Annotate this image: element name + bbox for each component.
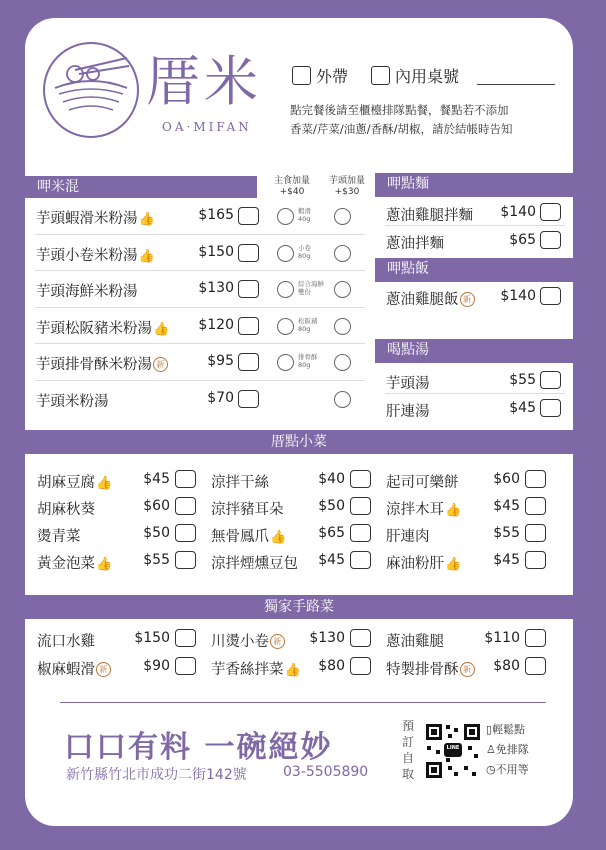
item-price: $45 bbox=[493, 498, 520, 514]
extra-main-option[interactable] bbox=[277, 354, 294, 371]
order-checkbox[interactable] bbox=[350, 551, 371, 569]
section-header-mifen: 呷米混 bbox=[25, 176, 257, 199]
footer-divider bbox=[60, 702, 546, 703]
item-name-text: 芋頭松阪豬米粉湯 bbox=[36, 320, 152, 337]
item-name-text: 黃金泡菜 bbox=[37, 556, 95, 572]
item-price: $110 bbox=[484, 630, 520, 646]
item-name-text: 肝連肉 bbox=[386, 529, 430, 545]
item-name-text: 胡麻豆腐 bbox=[37, 475, 95, 491]
item-price: $50 bbox=[318, 498, 345, 514]
extra-portion-note bbox=[298, 353, 318, 369]
takeout-checkbox[interactable] bbox=[292, 66, 311, 85]
order-checkbox[interactable] bbox=[540, 203, 561, 221]
order-checkbox[interactable] bbox=[175, 497, 196, 515]
order-checkbox[interactable] bbox=[525, 551, 546, 569]
line-logo-text: LINE bbox=[446, 745, 460, 751]
menu-item-mifen bbox=[36, 280, 138, 301]
slogan: 口口有料 一碗絕妙 bbox=[64, 730, 333, 765]
brand-subtitle: OA·MIFAN bbox=[162, 120, 252, 134]
extra-portion-note bbox=[298, 317, 318, 333]
line-qr-code[interactable] bbox=[424, 722, 482, 780]
menu-item-sides bbox=[211, 552, 298, 573]
menu-item-rice bbox=[386, 288, 475, 309]
item-price: $40 bbox=[318, 471, 345, 487]
section-header-rice: 呷點飯 bbox=[375, 258, 573, 282]
menu-item-sides bbox=[37, 471, 112, 492]
menu-item-signature bbox=[37, 630, 95, 651]
item-name-text: 芋頭湯 bbox=[386, 376, 430, 392]
order-checkbox[interactable] bbox=[540, 231, 561, 249]
item-price: $80 bbox=[318, 658, 345, 674]
menu-row-divider bbox=[35, 380, 365, 381]
order-checkbox[interactable] bbox=[525, 497, 546, 515]
note-line: 40g bbox=[298, 215, 311, 223]
item-name-text: 芋頭小卷米粉湯 bbox=[36, 247, 138, 264]
extra-main-option[interactable] bbox=[277, 281, 294, 298]
extra-portion-note bbox=[298, 280, 324, 296]
menu-item-sides bbox=[211, 471, 269, 492]
menu-item-signature bbox=[386, 630, 444, 651]
order-checkbox[interactable] bbox=[175, 524, 196, 542]
item-price: $150 bbox=[198, 243, 234, 260]
item-name-text: 蔥油雞腿飯 bbox=[386, 292, 459, 308]
item-name-text: 涼拌豬耳朵 bbox=[211, 502, 284, 518]
note-line: 80g bbox=[298, 361, 311, 369]
order-checkbox[interactable] bbox=[175, 629, 196, 647]
menu-item-sides bbox=[37, 525, 81, 546]
item-name-text: 胡麻秋葵 bbox=[37, 502, 95, 518]
item-name-text: 燙青菜 bbox=[37, 529, 81, 545]
item-name-text: 麻油粉肝 bbox=[386, 556, 444, 572]
order-checkbox[interactable] bbox=[350, 497, 371, 515]
menu-row-divider bbox=[35, 307, 365, 308]
item-name-text: 起司可樂餅 bbox=[386, 475, 459, 491]
menu-item-soup bbox=[386, 372, 430, 393]
order-checkbox[interactable] bbox=[350, 470, 371, 488]
menu-row-divider bbox=[385, 225, 565, 226]
notice-line-2: 香菜/芹菜/油蔥/香酥/胡椒，請於結帳時告知 bbox=[290, 122, 513, 136]
item-name-text: 無骨鳳爪 bbox=[211, 529, 269, 545]
extra-taro-option[interactable] bbox=[334, 281, 351, 298]
order-checkbox[interactable] bbox=[238, 207, 259, 225]
item-name-text: 芋頭蝦滑米粉湯 bbox=[36, 211, 138, 227]
thumbs-up-icon: 👍 bbox=[138, 248, 155, 264]
menu-item-mifen bbox=[36, 390, 109, 411]
extra-main-option[interactable] bbox=[277, 208, 294, 225]
item-name-text: 椒麻蝦滑 bbox=[37, 662, 95, 678]
order-checkbox[interactable] bbox=[525, 470, 546, 488]
item-name-text: 蔥油雞腿拌麵 bbox=[386, 208, 473, 224]
item-price: $55 bbox=[143, 552, 170, 568]
menu-item-sides bbox=[386, 525, 430, 546]
thumbs-up-icon: 👍 bbox=[445, 503, 462, 518]
clock-icon: ◷ bbox=[486, 763, 496, 776]
extra-portion-note bbox=[298, 244, 311, 260]
order-checkbox[interactable] bbox=[350, 524, 371, 542]
item-price: $70 bbox=[207, 389, 234, 406]
order-checkbox[interactable] bbox=[540, 371, 561, 389]
item-price: $130 bbox=[309, 630, 345, 646]
item-price: $60 bbox=[493, 471, 520, 487]
extra-main-option[interactable] bbox=[277, 318, 294, 335]
order-checkbox[interactable] bbox=[238, 244, 259, 262]
item-name-text: 特製排骨酥 bbox=[386, 662, 459, 678]
menu-item-mifen bbox=[36, 207, 155, 228]
order-checkbox[interactable] bbox=[238, 390, 259, 408]
dine-in-checkbox[interactable] bbox=[371, 66, 390, 85]
item-price: $65 bbox=[318, 525, 345, 541]
item-price: $95 bbox=[207, 353, 234, 369]
menu-row-divider bbox=[35, 270, 365, 271]
item-name-text: 流口水雞 bbox=[37, 634, 95, 650]
person-icon: ♙ bbox=[486, 743, 496, 756]
item-price: $60 bbox=[143, 498, 170, 514]
extra-taro-option[interactable] bbox=[334, 245, 351, 262]
extra-taro-header: 芋頭加量 +$30 bbox=[328, 176, 365, 197]
item-price: $150 bbox=[134, 630, 170, 646]
takeout-label: 外帶 bbox=[316, 67, 349, 86]
item-price: $45 bbox=[318, 552, 345, 568]
note-line: 綜合海鮮 bbox=[298, 280, 324, 288]
new-badge-icon: 新 bbox=[153, 357, 168, 372]
item-price: $120 bbox=[198, 316, 234, 333]
item-price: $65 bbox=[509, 232, 536, 248]
item-price: $90 bbox=[143, 658, 170, 674]
new-badge-icon: 新 bbox=[460, 662, 475, 677]
item-price: $80 bbox=[493, 658, 520, 674]
order-checkbox[interactable] bbox=[540, 399, 561, 417]
item-price: $50 bbox=[143, 525, 170, 541]
menu-item-sides bbox=[211, 525, 286, 546]
thumbs-up-icon: 👍 bbox=[284, 663, 301, 678]
item-price: $130 bbox=[198, 280, 234, 296]
menu-item-soup bbox=[386, 400, 430, 421]
item-price: $45 bbox=[509, 400, 536, 416]
item-price: $165 bbox=[198, 207, 234, 223]
order-checkbox[interactable] bbox=[238, 353, 259, 371]
extra-main-option[interactable] bbox=[277, 245, 294, 262]
menu-row-divider bbox=[35, 234, 365, 235]
item-price: $140 bbox=[500, 204, 536, 220]
phone-icon: ▯ bbox=[486, 723, 493, 736]
thumbs-up-icon: 👍 bbox=[96, 557, 113, 572]
extra-taro-option[interactable] bbox=[334, 318, 351, 335]
brand-name: 厝米 bbox=[146, 50, 262, 113]
extra-taro-option[interactable] bbox=[334, 391, 351, 408]
new-badge-icon: 新 bbox=[460, 292, 475, 307]
phone-number: 03-5505890 bbox=[283, 764, 369, 780]
extra-taro-option[interactable] bbox=[334, 354, 351, 371]
menu-item-signature bbox=[211, 630, 285, 651]
extra-portion-note bbox=[298, 207, 311, 223]
menu-item-mifen bbox=[36, 353, 168, 374]
item-name-text: 芋頭排骨酥米粉湯 bbox=[36, 357, 152, 373]
menu-item-signature bbox=[37, 658, 111, 679]
item-name-text: 肝連湯 bbox=[386, 404, 430, 420]
item-name-text: 芋頭海鮮米粉湯 bbox=[36, 284, 138, 300]
order-checkbox[interactable] bbox=[525, 657, 546, 675]
menu-item-sides bbox=[211, 498, 284, 519]
service-item-3: ◷不用等 bbox=[486, 763, 529, 776]
menu-item-noodle bbox=[386, 232, 444, 253]
menu-item-mifen bbox=[36, 317, 169, 338]
dine-in-label: 內用桌號 bbox=[395, 67, 460, 86]
item-name-text: 蔥油雞腿 bbox=[386, 634, 444, 650]
notice-line-1: 點完餐後請至櫃檯排隊點餐，餐點若不添加 bbox=[290, 103, 509, 117]
thumbs-up-icon: 👍 bbox=[445, 557, 462, 572]
menu-row-divider bbox=[35, 343, 365, 344]
order-checkbox[interactable] bbox=[238, 317, 259, 335]
menu-item-sides bbox=[37, 552, 112, 573]
item-price: $140 bbox=[500, 288, 536, 304]
item-name-text: 涼拌干絲 bbox=[211, 475, 269, 491]
logo-bowl-icon bbox=[43, 42, 139, 138]
service-item-1: ▯輕鬆點 bbox=[486, 723, 526, 736]
extra-main-header: 主食加量 +$40 bbox=[273, 176, 310, 197]
thumbs-up-icon: 👍 bbox=[153, 321, 170, 337]
menu-item-sides bbox=[386, 498, 461, 519]
note-line: 小卷 bbox=[298, 243, 311, 252]
item-price: $55 bbox=[493, 525, 520, 541]
section-header-noodle: 呷點麵 bbox=[375, 173, 573, 197]
thumbs-up-icon: 👍 bbox=[96, 476, 113, 491]
note-line: 松阪豬 bbox=[298, 316, 318, 325]
new-badge-icon: 新 bbox=[270, 634, 285, 649]
extra-taro-option[interactable] bbox=[334, 208, 351, 225]
item-price: $45 bbox=[493, 552, 520, 568]
item-name-text: 川燙小卷 bbox=[211, 634, 269, 650]
order-checkbox[interactable] bbox=[175, 657, 196, 675]
menu-item-sides bbox=[386, 471, 459, 492]
menu-row-divider bbox=[385, 393, 565, 394]
section-header-soup: 喝點湯 bbox=[375, 339, 573, 363]
table-number-field[interactable] bbox=[477, 84, 555, 85]
item-name-text: 涼拌煙燻豆包 bbox=[211, 556, 298, 572]
thumbs-up-icon: 👍 bbox=[138, 212, 155, 227]
menu-item-sides bbox=[37, 498, 95, 519]
service-item-2: ♙免排隊 bbox=[486, 743, 529, 756]
note-line: 80g bbox=[298, 251, 311, 260]
order-checkbox[interactable] bbox=[175, 551, 196, 569]
item-name-text: 蔥油拌麵 bbox=[386, 236, 444, 252]
address: 新竹縣竹北市成功二街142號 bbox=[66, 767, 247, 783]
order-checkbox[interactable] bbox=[350, 629, 371, 647]
menu-item-sides bbox=[386, 552, 461, 573]
preorder-label: 預訂自取 bbox=[401, 719, 414, 781]
item-price: $45 bbox=[143, 471, 170, 487]
note-line: 蝦滑 bbox=[298, 207, 311, 215]
order-checkbox[interactable] bbox=[525, 524, 546, 542]
order-checkbox[interactable] bbox=[540, 287, 561, 305]
note-line: 80g bbox=[298, 324, 311, 333]
item-name-text: 芋頭米粉湯 bbox=[36, 393, 109, 410]
menu-item-noodle bbox=[386, 204, 473, 225]
section-header-signature: 獨家手路菜 bbox=[25, 595, 573, 619]
thumbs-up-icon: 👍 bbox=[270, 530, 287, 545]
order-checkbox[interactable] bbox=[525, 629, 546, 647]
menu-item-mifen bbox=[36, 244, 155, 265]
order-checkbox[interactable] bbox=[238, 280, 259, 298]
note-line: 雙份 bbox=[298, 288, 311, 296]
section-header-sides: 厝點小菜 bbox=[25, 430, 573, 454]
item-price: $55 bbox=[509, 372, 536, 388]
new-badge-icon: 新 bbox=[96, 662, 111, 677]
item-name-text: 芋香絲拌菜 bbox=[211, 662, 284, 678]
item-name-text: 涼拌木耳 bbox=[386, 502, 444, 518]
order-checkbox[interactable] bbox=[175, 470, 196, 488]
menu-item-signature bbox=[386, 658, 475, 679]
note-line: 排骨酥 bbox=[298, 353, 318, 361]
menu-item-signature bbox=[211, 658, 301, 679]
order-checkbox[interactable] bbox=[350, 657, 371, 675]
